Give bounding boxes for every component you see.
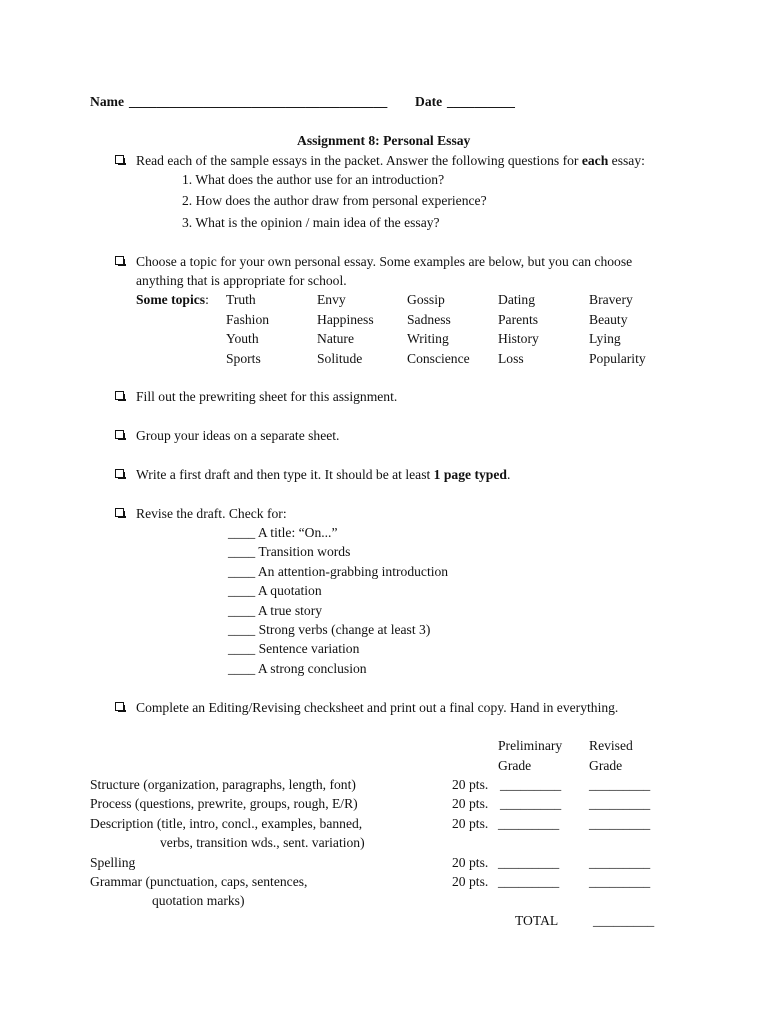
topic-cell: Parents xyxy=(498,312,539,327)
topic-cell: Sports xyxy=(226,351,261,366)
prelim-grade-line: _________ xyxy=(500,796,562,811)
topic-cell: Gossip xyxy=(407,292,445,307)
revised-grade-header: Revised xyxy=(589,738,633,753)
topic-cell: Loss xyxy=(498,351,524,366)
revision-check-item: ____ A quotation xyxy=(228,583,322,598)
total-grade-line: _________ xyxy=(593,913,655,928)
topic-cell: Envy xyxy=(317,292,346,307)
grade-row-label: Grammar (punctuation, caps, sentences, xyxy=(90,874,308,889)
topic-cell: Truth xyxy=(226,292,256,307)
revised-grade-line: _________ xyxy=(589,855,651,870)
prelim-grade-line: _________ xyxy=(498,874,560,889)
topic-cell: Bravery xyxy=(589,292,633,307)
question-1: 1. What does the author use for an introduction? xyxy=(182,172,445,187)
checkbox-icon xyxy=(115,430,124,439)
page-title: Assignment 8: Personal Essay xyxy=(297,133,471,148)
topic-cell: Youth xyxy=(226,331,259,346)
date-field-line: __________ xyxy=(447,94,515,109)
question-3: 3. What is the opinion / main idea of the essay? xyxy=(182,215,440,230)
grade-row-points: 20 pts. xyxy=(452,816,489,831)
topic-cell: Solitude xyxy=(317,351,363,366)
step5-text: Write a first draft and then type it. It should be at least 1 page typed. xyxy=(136,467,511,482)
name-label: Name xyxy=(90,94,124,109)
topic-cell: Nature xyxy=(317,331,354,346)
step2-line1: Choose a topic for your own personal essay. Some examples are below, but you can choose xyxy=(136,254,633,269)
revision-check-item: ____ Sentence variation xyxy=(228,641,360,656)
revised-grade-line: _________ xyxy=(589,816,651,831)
grade-row-points: 20 pts. xyxy=(452,796,489,811)
grade-row-points: 20 pts. xyxy=(452,777,489,792)
checkbox-icon xyxy=(115,702,124,711)
grade-row-points: 20 pts. xyxy=(452,874,489,889)
step2-line2: anything that is appropriate for school. xyxy=(136,273,347,288)
checkbox-icon xyxy=(115,508,124,517)
checkbox-icon xyxy=(115,391,124,400)
revision-check-item: ____ Strong verbs (change at least 3) xyxy=(228,622,431,637)
topics-label: Some topics: xyxy=(136,292,209,307)
revised-grade-line: _________ xyxy=(589,796,651,811)
revised-grade-line: _________ xyxy=(589,777,651,792)
date-label: Date xyxy=(415,94,443,109)
prelim-grade-header: Preliminary xyxy=(498,738,563,753)
revision-check-item: ____ A true story xyxy=(228,603,323,618)
topic-cell: Lying xyxy=(589,331,621,346)
prelim-grade-header: Grade xyxy=(498,758,532,773)
prelim-grade-line: _________ xyxy=(498,816,560,831)
grade-row-label: Spelling xyxy=(90,855,136,870)
grade-row-label: Process (questions, prewrite, groups, rough, E/R) xyxy=(90,796,358,811)
revision-check-item: ____ Transition words xyxy=(228,544,351,559)
checkbox-icon xyxy=(115,256,124,265)
revision-check-item: ____ A title: “On...” xyxy=(228,525,338,540)
grade-row-label: Structure (organization, paragraphs, length, font) xyxy=(90,777,356,792)
step1-text: Read each of the sample essays in the packet. Answer the following questions for each essay: xyxy=(136,153,645,168)
checkbox-icon xyxy=(115,469,124,478)
revised-grade-header: Grade xyxy=(589,758,623,773)
total-label: TOTAL xyxy=(515,913,559,928)
topic-cell: Writing xyxy=(407,331,449,346)
prelim-grade-line: _________ xyxy=(498,855,560,870)
topic-cell: Beauty xyxy=(589,312,628,327)
topic-cell: History xyxy=(498,331,539,346)
step6-text: Revise the draft. Check for: xyxy=(136,506,287,521)
topic-cell: Sadness xyxy=(407,312,451,327)
revised-grade-line: _________ xyxy=(589,874,651,889)
topic-cell: Conscience xyxy=(407,351,470,366)
step4-text: Group your ideas on a separate sheet. xyxy=(136,428,340,443)
name-field-line: ______________________________________ xyxy=(129,94,388,109)
question-2: 2. How does the author draw from personal experience? xyxy=(182,193,487,208)
grade-row-label-cont: quotation marks) xyxy=(152,893,245,908)
grade-row-label-cont: verbs, transition wds., sent. variation) xyxy=(160,835,365,850)
topic-cell: Popularity xyxy=(589,351,646,366)
topic-cell: Happiness xyxy=(317,312,374,327)
prelim-grade-line: _________ xyxy=(500,777,562,792)
grade-row-points: 20 pts. xyxy=(452,855,489,870)
topic-cell: Fashion xyxy=(226,312,270,327)
revision-check-item: ____ An attention-grabbing introduction xyxy=(228,564,449,579)
revision-check-item: ____ A strong conclusion xyxy=(228,661,367,676)
grade-row-label: Description (title, intro, concl., examples, banned, xyxy=(90,816,363,831)
checkbox-icon xyxy=(115,155,124,164)
step3-text: Fill out the prewriting sheet for this assignment. xyxy=(136,389,398,404)
topic-cell: Dating xyxy=(498,292,535,307)
step7-text: Complete an Editing/Revising checksheet and print out a final copy. Hand in everything. xyxy=(136,700,619,715)
